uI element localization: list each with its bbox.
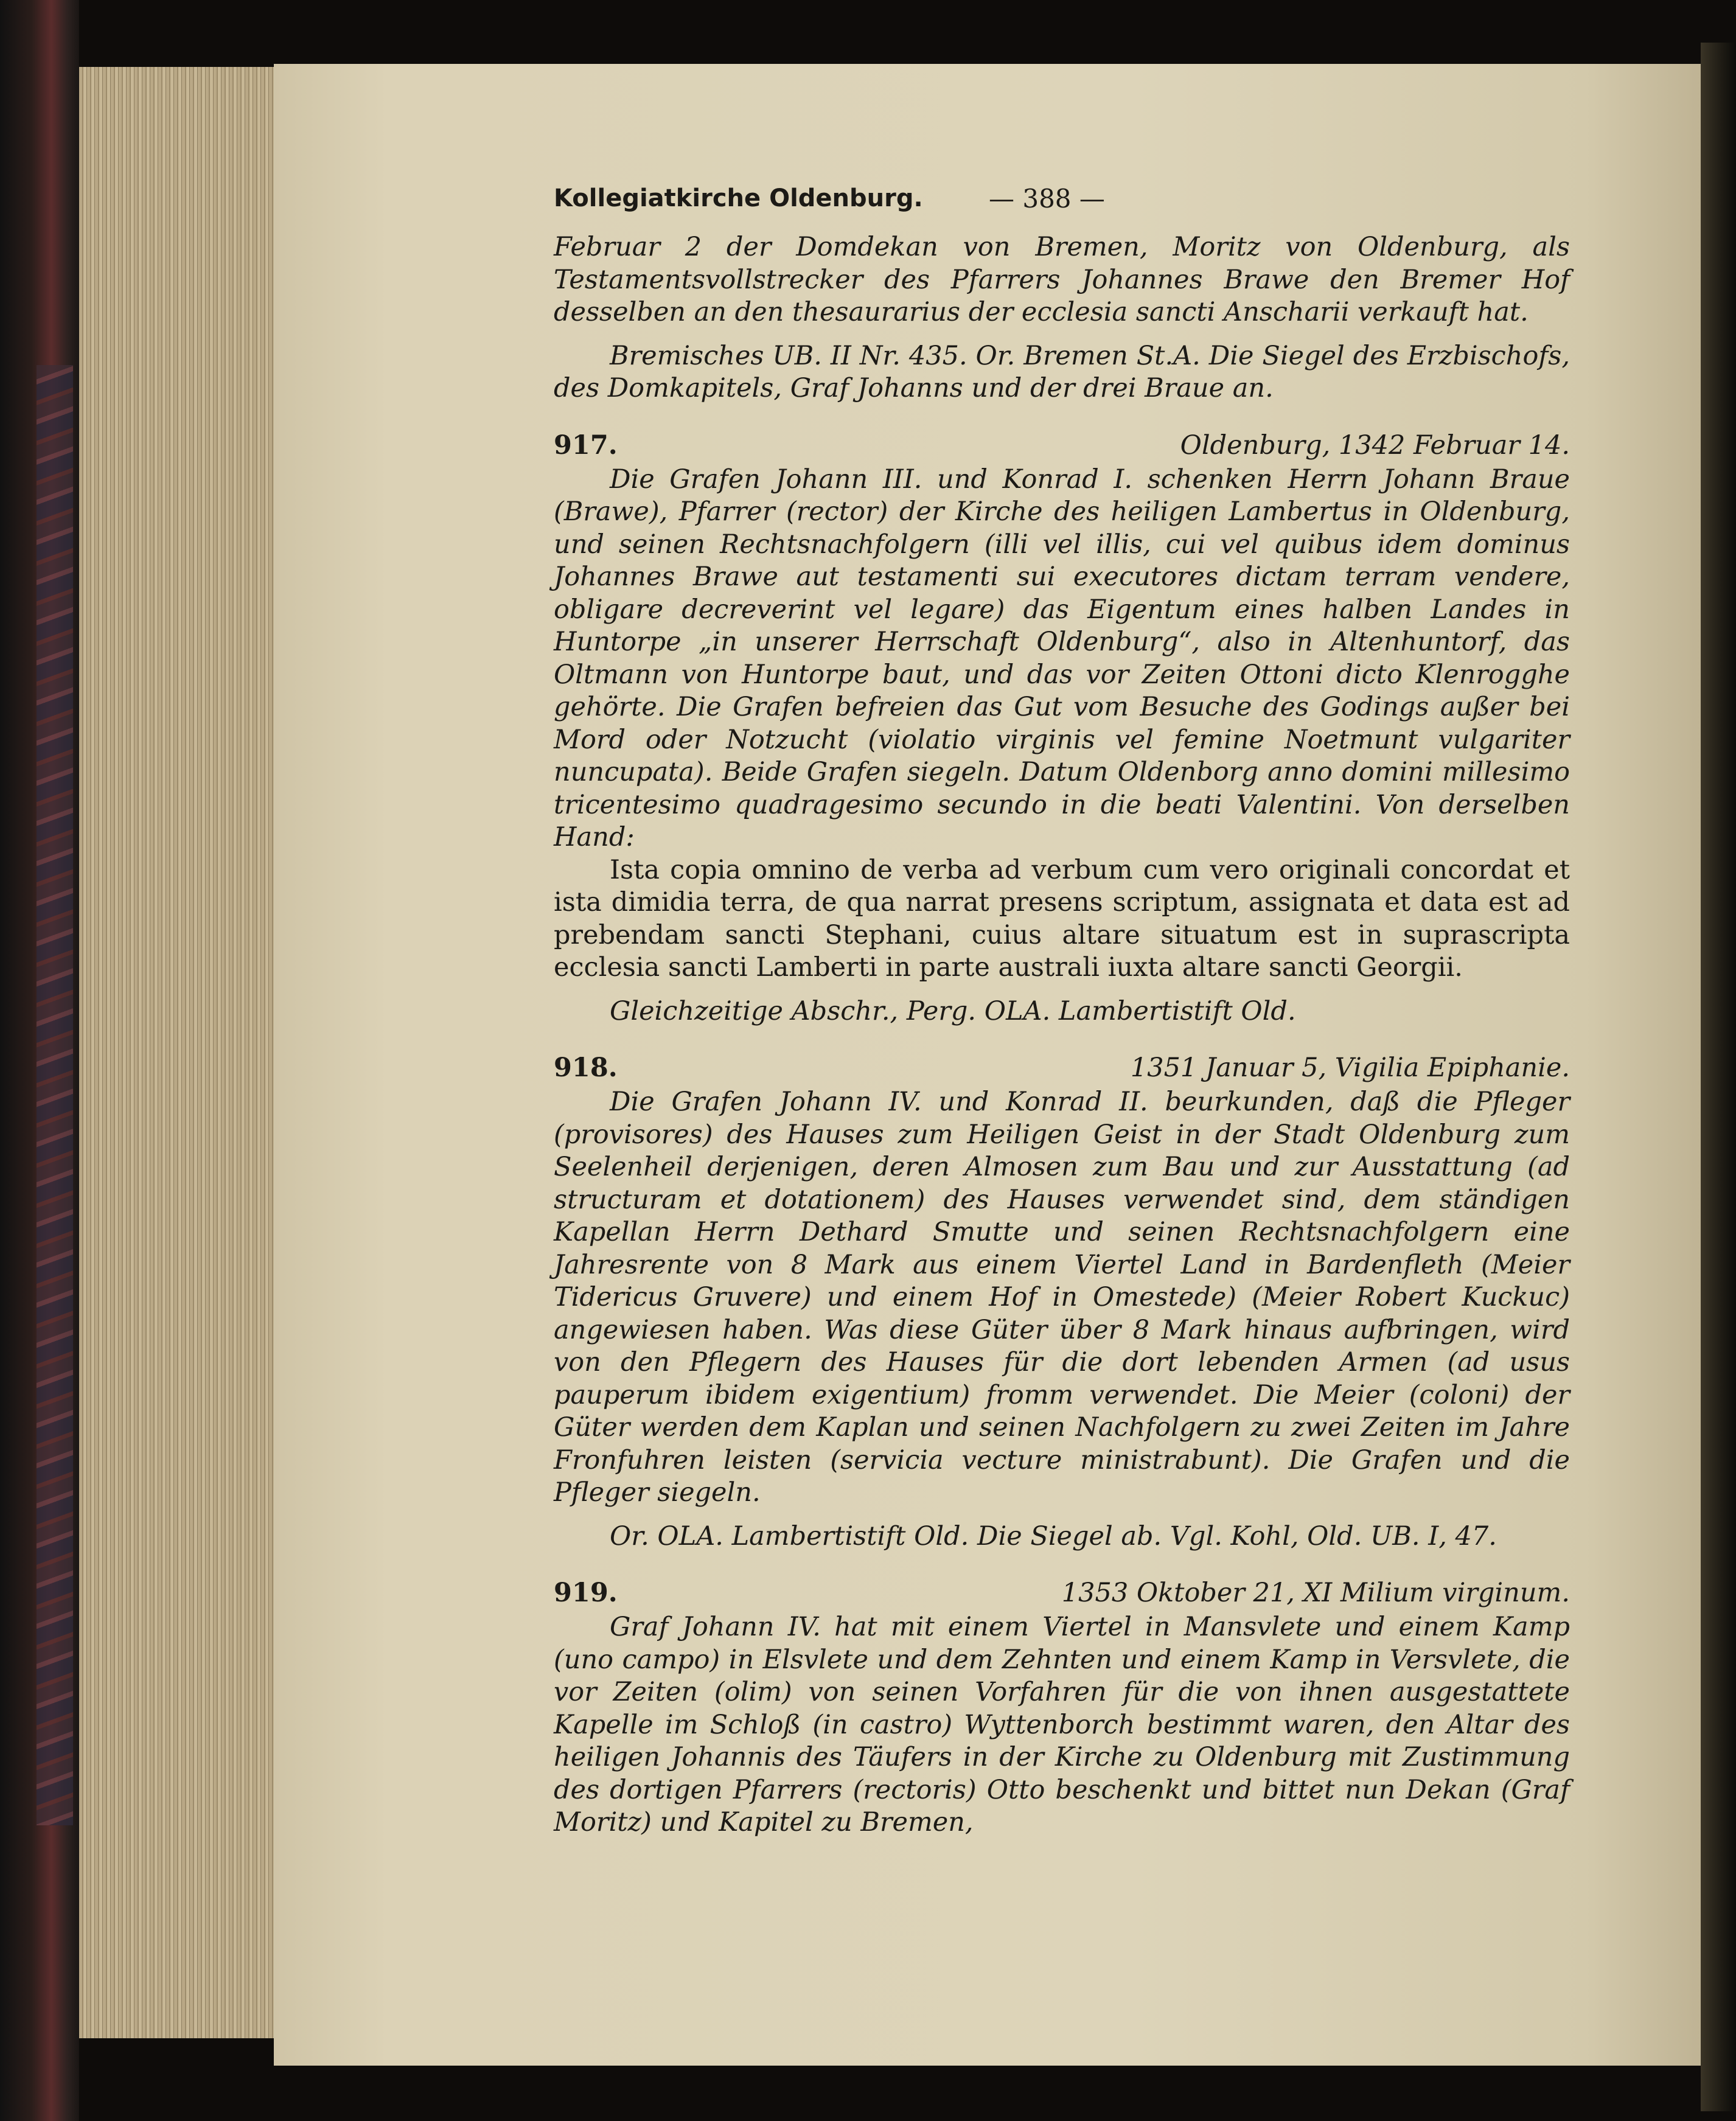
continued-paragraph: Februar 2 der Domdekan von Bremen, Moritz von Oldenburg, als Testamentsvollstrecker des Pfarrers Johannes Brawe den Bremer Hof desselben an den thesaurarius der ecclesia sancti Anscharii verkauft hat. <box>554 232 1570 327</box>
source-note: Or. OLA. Lambertistift Old. Die Siegel ab. Vgl. Kohl, Old. UB. I, 47. <box>610 1520 1497 1552</box>
entry-date: 1353 Oktober 21, XI Milium virginum. <box>1061 1578 1570 1608</box>
page-stack <box>79 67 280 2038</box>
entry-heading-918 <box>554 1052 1570 1086</box>
entry-date: Oldenburg, 1342 Februar 14. <box>1180 430 1570 461</box>
page-header <box>554 183 1570 231</box>
running-title: Kollegiatkirche Oldenburg. <box>554 184 923 212</box>
entry-body: Graf Johann IV. hat mit einem Viertel in Mansvlete und einem Kamp (uno campo) in Elsvlete und dem Zehnten und einem Kamp in Versvlete, die vor Zeiten (olim) von seinen Vorfahren für die von ihnen ausgestattete Kapelle im Schloß (in castro) Wyttenborch bestimmt waren, den Altar des heiligen Johannis des Täufers in der Kirche zu Oldenburg mit Zustimmung des dortigen Pfarrers (rectoris) Otto beschenkt und bittet nun Dekan (Graf Moritz) und Kapitel zu Bremen, <box>554 1612 1570 1837</box>
entry-number: 919. <box>554 1578 618 1608</box>
entry-body-latin: Ista copia omnino de verba ad verbum cum vero originali concordat et ista dimidia terra, de qua narrat presens scriptum, assignata et data est ad prebendam sancti Stephani, cuius altare situatum est in suprascripta ecclesia sancti Lamberti in parte australi iuxta altare sancti Georgii. <box>554 854 1570 983</box>
entry-date: 1351 Januar 5, Vigilia Epiphanie. <box>1130 1053 1570 1083</box>
marbled-cover <box>37 365 73 1825</box>
source-note: Gleichzeitige Abschr., Perg. OLA. Lambertistift Old. <box>610 995 1296 1026</box>
page-number: — 388 — <box>989 184 1105 214</box>
entry-body: Die Grafen Johann IV. und Konrad II. beurkunden, daß die Pfleger (provisores) des Hauses zum Heiligen Geist in der Stadt Oldenburg zum Seelenheil derjenigen, deren Almosen zum Bau und zur Ausstattung (ad structuram et dotationem) des Hauses verwendet sind, dem ständigen Kapellan Herrn Dethard Smutte und seinen Rechtsnachfolgern eine Jahresrente von 8 Mark aus einem Viertel Land in Bardenfleth (Meier Tidericus Gruvere) und einem Hof in Omestede) (Meier Robert Kuckuc) angewiesen haben. Was diese Güter über 8 Mark hinaus aufbringen, wird von den Pflegern des Hauses für die dort lebenden Armen (ad usus pauperum ibidem exigentium) fromm verwendet. Die Meier (coloni) der Güter werden dem Kaplan und seinen Nachfolgern zu zwei Zeiten im Jahre Fronfuhren leisten (servicia vecture ministrabunt). Die Grafen und die Pfleger siegeln. <box>554 1087 1570 1508</box>
page-text <box>554 183 1570 1839</box>
source-note: Bremisches UB. II Nr. 435. Or. Bremen St.A. Die Siegel des Erzbischofs, des Domkapitels, Graf Johanns und der drei Braue an. <box>554 340 1570 403</box>
entry-heading-919 <box>554 1577 1570 1611</box>
book-gutter <box>1701 43 1736 2111</box>
entry-number: 917. <box>554 430 618 461</box>
entry-body: Die Grafen Johann III. und Konrad I. schenken Herrn Johann Braue (Brawe), Pfarrer (rector) der Kirche des heiligen Lambertus in Oldenburg, und seinen Rechtsnachfolgern (illi vel illis, cui vel quibus idem dominus Johannes Brawe aut testamenti sui executores dictam terram vendere, obligare decreverint vel legare) das Eigentum eines halben Landes in Huntorpe „in unserer Herrschaft Oldenburg“, also in Altenhuntorf, das Oltmann von Huntorpe baut, und das vor Zeiten Ottoni dicto Klenrogghe gehörte. Die Grafen befreien das Gut vom Besuche des Godings außer bei Mord oder Notzucht (violatio virginis vel femine Noetmunt vulgariter nuncupata). Beide Grafen siegeln. Datum Oldenborg anno domini millesimo tricentesimo quadragesimo secundo in die beati Valentini. Von derselben Hand: <box>554 464 1570 852</box>
entry-heading-917 <box>554 430 1570 464</box>
entry-number: 918. <box>554 1053 618 1083</box>
